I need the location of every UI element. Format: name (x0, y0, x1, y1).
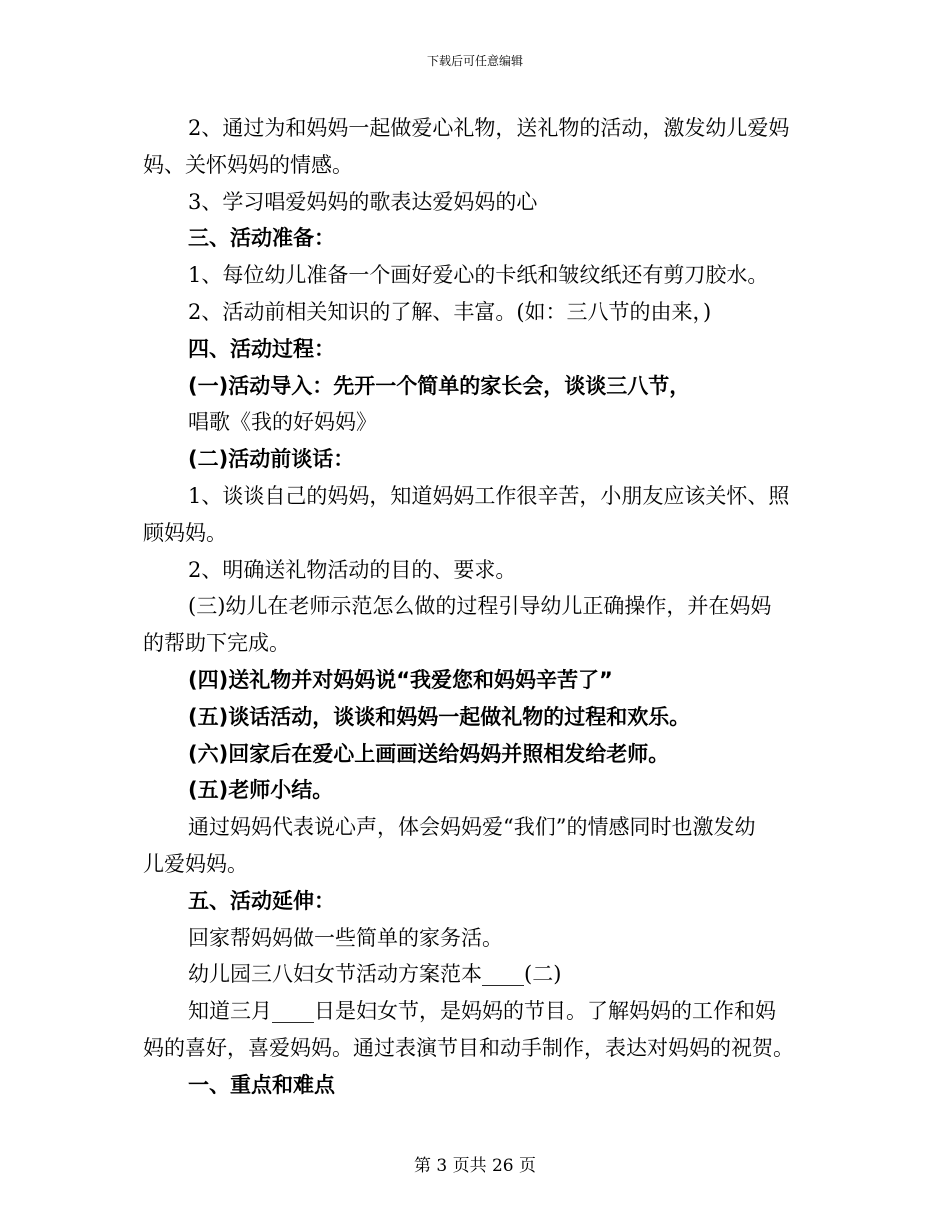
section-heading: (二)活动前谈话： (188, 447, 355, 472)
paragraph-line: 回家帮妈妈做一些简单的家务活。 (188, 925, 503, 950)
paragraph-line: 妈、关怀妈妈的情感。 (143, 152, 353, 177)
section-heading: 一、重点和难点 (188, 1072, 335, 1097)
paragraph-line: 2、活动前相关知识的了解、丰富。(如：三八节的由来，) (188, 299, 712, 324)
paragraph-line: 2、明确送礼物活动的目的、要求。 (188, 557, 517, 582)
paragraph-line: 1、谈谈自己的妈妈，知道妈妈工作很辛苦，小朋友应该关怀、照 (188, 483, 790, 508)
page-header: 下载后可任意编辑 (426, 54, 523, 68)
paragraph-line: 儿爱妈妈。 (143, 851, 248, 876)
paragraph-line: (三)幼儿在老师示范怎么做的过程引导幼儿正确操作，并在妈妈 (188, 594, 772, 619)
paragraph-line: 知道三月____日是妇女节，是妈妈的节目。了解妈妈的工作和妈 (188, 999, 776, 1024)
section-heading: 四、活动过程： (188, 336, 335, 361)
section-heading: 三、活动准备： (188, 226, 335, 251)
document-body (143, 110, 813, 1104)
paragraph-line: 1、每位幼儿准备一个画好爱心的卡纸和皱纹纸还有剪刀胶水。 (188, 263, 769, 288)
page-footer: 第 3 页共 26 页 (413, 1156, 537, 1176)
paragraph-line: 通过妈妈代表说心声，体会妈妈爱“我们”的情感同时也激发幼 (188, 815, 756, 840)
paragraph-line: 2、通过为和妈妈一起做爱心礼物，送礼物的活动，激发幼儿爱妈 (188, 116, 790, 140)
paragraph-line: 妈的喜好，喜爱妈妈。通过表演节目和动手制作，表达对妈妈的祝贺。 (143, 1035, 794, 1060)
paragraph-line: 顾妈妈。 (143, 520, 227, 545)
section-heading: 五、活动延伸： (188, 888, 335, 913)
paragraph-line: 唱歌《我的好妈妈》 (188, 410, 377, 435)
section-heading: (五)谈话活动，谈谈和妈妈一起做礼物的过程和欢乐。 (188, 704, 691, 729)
paragraph-line: 的帮助下完成。 (143, 631, 290, 656)
paragraph-line: 3、学习唱爱妈妈的歌表达爱妈妈的心 (188, 189, 538, 214)
section-heading: (一)活动导入：先开一个简单的家长会，谈谈三八节， (188, 373, 691, 398)
section-heading: (四)送礼物并对妈妈说“我爱您和妈妈辛苦了” (188, 667, 613, 692)
section-heading: (六)回家后在爱心上画画送给妈妈并照相发给老师。 (188, 741, 670, 766)
paragraph-line: 幼儿园三八妇女节活动方案范本____(二) (188, 962, 562, 987)
section-heading: (五)老师小结。 (188, 778, 334, 803)
